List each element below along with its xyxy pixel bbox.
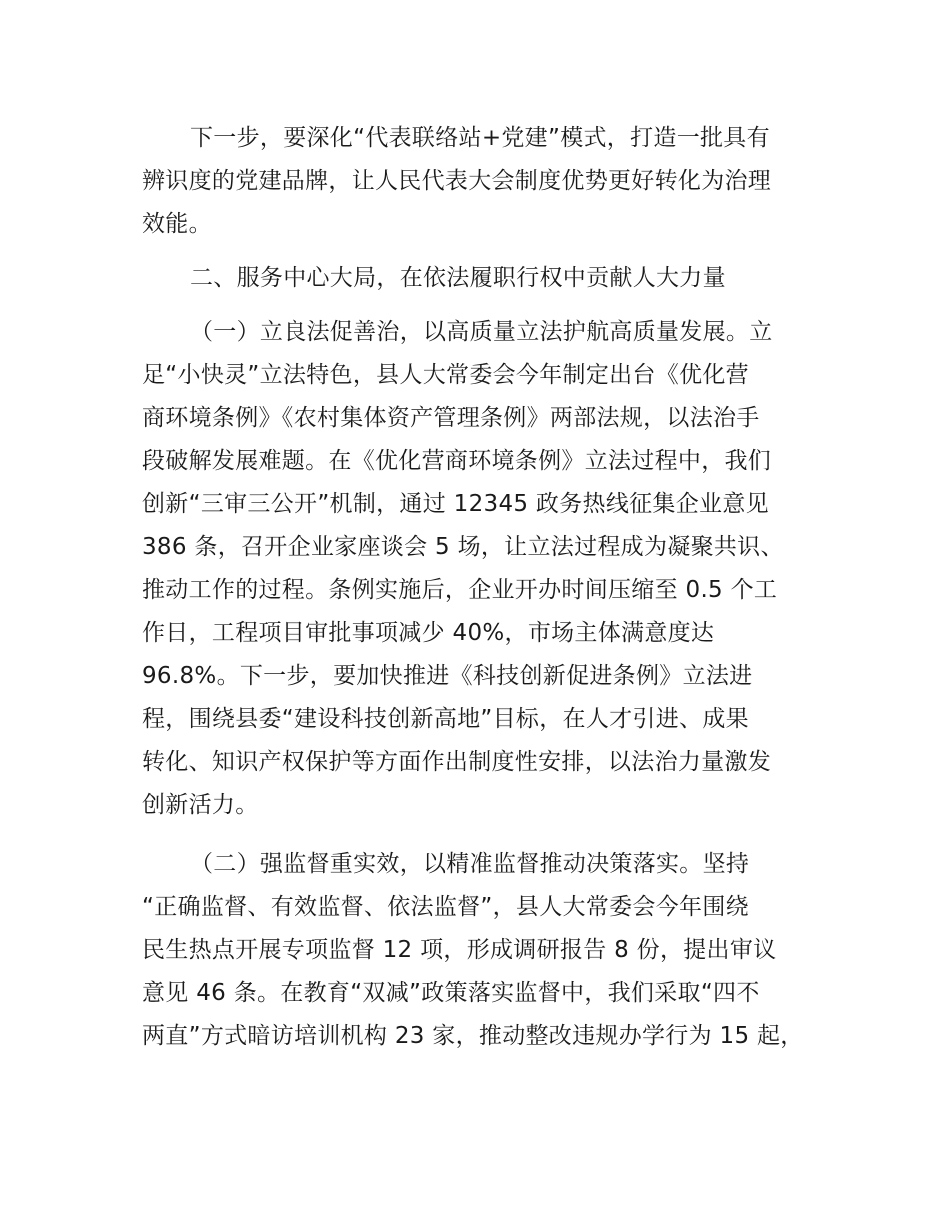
text-line: 效能。 <box>142 211 212 237</box>
text-line: 意见 46 条。在教育“双减”政策落实监督中，我们采取“四不 <box>142 980 760 1006</box>
text-line: 创新活力。 <box>142 792 259 818</box>
text-line: （二）强监督重实效，以精准监督推动决策落实。坚持 <box>190 851 750 877</box>
heading-line: 二、服务中心大局，在依法履职行权中贡献人大力量 <box>190 265 726 291</box>
text-line: 辨识度的党建品牌，让人民代表大会制度优势更好转化为治理 <box>142 168 772 194</box>
text-line: 程，围绕县委“建设科技创新高地”目标，在人才引进、成果 <box>142 706 749 732</box>
text-line: “正确监督、有效监督、依法监督”，县人大常委会今年围绕 <box>142 894 749 920</box>
text-line: 下一步，要深化“代表联络站+党建”模式，打造一批具有 <box>190 125 770 151</box>
paragraph-next-step <box>142 117 822 246</box>
text-line: 段破解发展难题。在《优化营商环境条例》立法过程中，我们 <box>142 448 772 474</box>
text-line: 足“小快灵”立法特色，县人大常委会今年制定出台《优化营 <box>142 362 749 388</box>
section-heading-2 <box>142 257 822 300</box>
text-line: 民生热点开展专项监督 12 项，形成调研报告 8 份，提出审议 <box>142 937 777 963</box>
text-line: 转化、知识产权保护等方面作出制度性安排，以法治力量激发 <box>142 749 772 775</box>
text-line: 386 条，召开企业家座谈会 5 场，让立法过程成为凝聚共识、 <box>142 534 784 560</box>
paragraph-supervision <box>142 843 822 1058</box>
text-line: 创新“三审三公开”机制，通过 12345 政务热线征集企业意见 <box>142 491 769 517</box>
text-line: 推动工作的过程。条例实施后，企业开办时间压缩至 0.5 个工 <box>142 577 778 603</box>
paragraph-legislation <box>142 311 822 827</box>
text-line: 两直”方式暗访培训机构 23 家，推动整改违规办学行为 15 起， <box>142 1023 804 1049</box>
text-line: 商环境条例》《农村集体资产管理条例》两部法规，以法治手 <box>142 405 760 431</box>
text-line: （一）立良法促善治，以高质量立法护航高质量发展。立 <box>190 319 773 345</box>
text-line: 作日，工程项目审批事项减少 40%，市场主体满意度达 <box>142 620 715 646</box>
text-line: 96.8%。下一步，要加快推进《科技创新促进条例》立法进 <box>142 663 753 689</box>
